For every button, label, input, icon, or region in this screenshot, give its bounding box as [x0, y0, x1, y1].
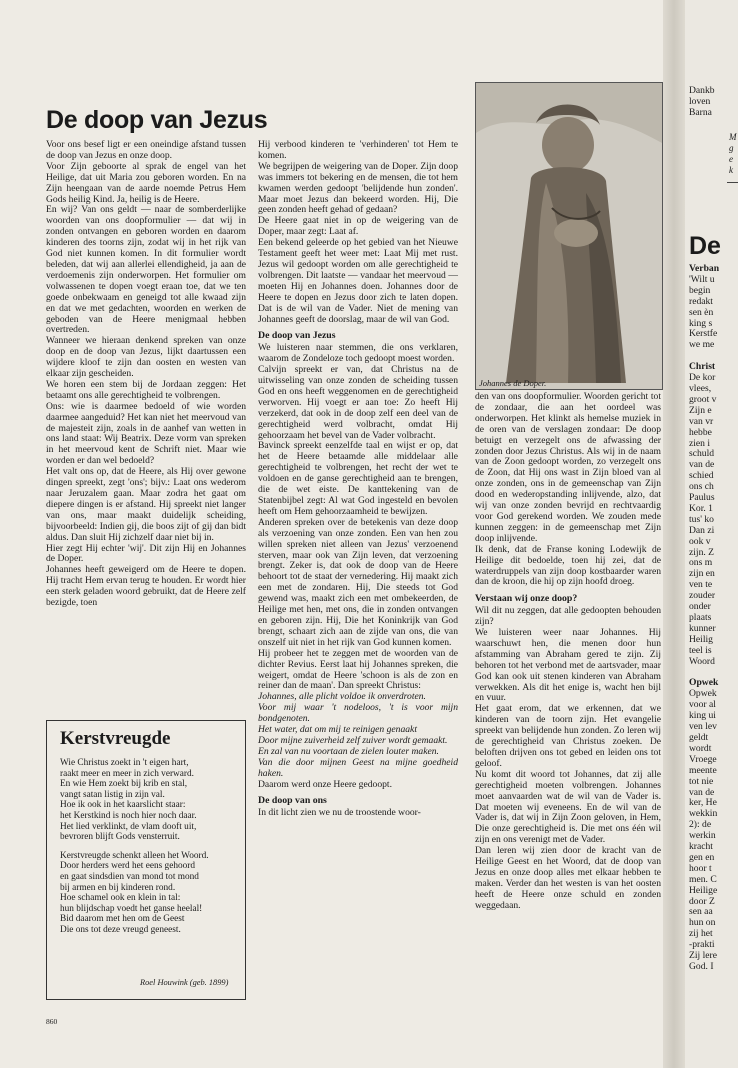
right-page-line: zijn en: [689, 568, 715, 580]
photo-caption: Johannes de Doper.: [479, 378, 547, 388]
right-page-line: hun on: [689, 917, 716, 929]
right-page-line: M: [729, 132, 737, 142]
right-page-line: kunner: [689, 622, 716, 634]
paragraph: Hij verbood kinderen te 'verhinderen' tot Hem te komen.: [258, 139, 458, 161]
poem-quote-line: Van die door mijnen Geest na mijne goedheid haken.: [258, 756, 458, 779]
page-number: 860: [46, 1017, 58, 1026]
poem-line: Hoe schamel ook en klein in tal:: [60, 893, 181, 904]
right-page-line: vlees,: [689, 382, 714, 394]
right-page-line: zouder: [689, 590, 716, 602]
right-page-line: wordt: [689, 742, 712, 754]
paragraph: We begrijpen de weigering van de Doper. Zijn doop was immers tot bekering en de mensen, die tot hem kwamen werden gedoopt 'belijdende hun zonden'. Maar moet Jezus dan bekeerd worden. Hij, Die geen zonden heeft gehad of gedaan?: [258, 160, 458, 216]
paragraph: Hier zegt Hij echter 'wij'. Dit zijn Hij en Johannes de Doper.: [46, 542, 246, 565]
paragraph: den van ons doopformulier. Woorden gericht tot de zondaar, die aan het oordeel was onderworpen. Het klinkt als hemelse muziek in de oren van de verslagen zondaar: De doop betuigt en verzegelt ons de afwassing der zonden door Jezus Christus. Als wij in de naam van de Zoon gedoopt worden, zo verzegelt ons de Zoon, dat Hij ons wast in Zijn bloed van al onze zonden, ons in de gemeenschap van Zijn dood en wederopstanding inlijvende, alzo, dat wij van onze zonden bevrijd en rechtvaardig voor God gerekend worden. We zouden mede kunnen zeggen: in de gemeenschap met Zijn doop inlijvende.: [475, 391, 661, 544]
paragraph: Een bekend geleerde op het gebied van het Nieuwe Testament geeft het weer met: Laat Mij met rust. Jezus wil gedoopt worden om alle gerechtigheid te volbrengen. Dit laatste — vandaar het meervoud — moeten Hij en Johannes doen. Johannes door de Heere te dopen en Jezus door zich te laten dopen. Dat is de wil van de Vader. Niet de mening van Johannes geeft de doorslag, maar de wil van God.: [258, 237, 458, 325]
poem-line: hun blijdschap voedt het ganse heelal!: [60, 903, 203, 914]
right-page-line: g: [729, 143, 734, 153]
right-page-line: Zijn e: [689, 404, 712, 416]
right-page-line: werkin: [689, 830, 716, 842]
right-page-line: plaats: [689, 612, 712, 623]
right-page-line: 2): de: [689, 819, 712, 831]
right-page-top-text: [689, 85, 715, 118]
page-gutter: [663, 0, 685, 1068]
right-page-line: Woord: [689, 655, 715, 667]
poem-quote-line: Het water, dat om mij te reinigen genaakt: [258, 724, 417, 736]
paragraph: Voor Zijn geboorte al sprak de engel van het Heilige, dat uit Maria zou geboren worden. En na Zijn heengaan van de aarde noemde Petrus Hem Gods heilig Kind. Ja, heilig is de Heere.: [46, 160, 246, 205]
paragraph: Daarom werd onze Heere gedoopt.: [258, 778, 392, 790]
poem-author: Roel Houwink (geb. 1899): [140, 978, 229, 987]
poem-quote-line: Voor mij waar 't nodeloos, 't is voor mijn bondgenoten.: [258, 702, 458, 725]
right-page-line: Verban: [689, 263, 720, 274]
right-page-line: 'Wilt u: [689, 273, 715, 285]
paragraph: Ik denk, dat de Franse koning Lodewijk de Heilige dit bedoelde, toen hij zei, dat de waterdruppels van zijn doop kostbaarder waren dan de kroon, die hij op zijn hoofd droeg.: [475, 543, 661, 588]
poem-line: Bid daarom met hen om de Geest: [60, 914, 185, 925]
paragraph: Nu komt dit woord tot Johannes, dat zij alle gerechtigheid moeten volbrengen. Johannes moet aanvaarden wat de wil van de Vader is. Dat moeten wij eveneens. En de wil van de Vader is, dat wij in Zijn Zoon geloven, in Hem, Die onze gerechtigheid is. Die met ons één wil zijn en ons verenigt met de Vader.: [475, 768, 661, 846]
right-page-line: gen en: [689, 851, 715, 863]
paragraph: Hij probeer het te zeggen met de woorden van de dichter Revius. Eerst laat hij Johannes spreken, die weigert, omdat de Heere 'schoon is als de zon en reiner dan de maan'. Dan spreekt Christus:: [258, 647, 458, 692]
poem-body: [60, 758, 240, 944]
paragraph: Anderen spreken over de betekenis van deze doop als verzoening van onze zonden. Een van hen zou willen spreken niet alleen van Jezus' verzoenend sterven, maar ook van Zijn leven, dat verzoening brengt. Zeker is, dat ook de doop van de Heere behoort tot de staat der vernedering. Hij maakt zich een met de zondaren. Hij, Die steeds tot God gewend was, maakt zich een met ombekeerden, de Heilige met hen, met ons, die in zonden ontvangen en geboren zijn. Hij, Die het Koninkrijk van God brengt, schaart zich aan de zijde van ons, die van onszelf uit niet in het rijk van God kunnen komen.: [258, 516, 458, 648]
poem-quote-line: En zal van nu voortaan de zielen louter maken.: [258, 745, 439, 757]
right-page-line: sen aa: [689, 906, 713, 918]
right-page-line: schuld: [689, 448, 715, 460]
right-page-line: Vroege: [689, 753, 717, 765]
right-page-line: onder: [689, 601, 711, 613]
right-page-line: king ui: [689, 710, 716, 722]
right-page-line: van de: [689, 786, 715, 798]
right-page-line: teel is: [689, 644, 712, 656]
column-2: [258, 140, 458, 819]
paragraph: We luisteren weer naar Johannes. Hij waarschuwt hen, die menen door hun afstamming van Abraham gered te zijn. Zij behoren tot het verbond met de aartsvader, maar God kan ook uit stenen kinderen van Abraham verwekken. Als dit het enige is, wacht hen bijl en vuur.: [475, 627, 661, 704]
paragraph: Het valt ons op, dat de Heere, als Hij over gewone dingen spreekt, zegt 'ons'; bijv.: Laat ons wederom naar Jeruzalem gaan. Maar zodra het gaat om diepere dingen is er afstand. Hij spreekt niet langer van ons, maar maakt duidelijk scheiding, bijvoorbeeld: Indien gij, die boos zijt of gij dan bidt aldus. Dan sluit Hij zichzelf daar niet bij in.: [46, 466, 246, 543]
right-page-line: Heilig: [689, 633, 713, 645]
right-page-italic-text: [729, 132, 737, 176]
poem-line: bevroren blijft Gods vensterruit.: [60, 832, 180, 843]
article-title: De doop van Jezus: [46, 106, 268, 134]
paragraph: Calvijn spreekt er van, dat Christus na de uitwisseling van onze zonden de scheiding tussen God en ons heeft weggenomen en de gerechtigheid verworven. Hij voegt er aan toe: Zo heeft Hij verzekerd, dat ook in de doop zelf een deel van de gerechtigheid werd volbracht, omdat Hij gehoorzaam het bevel van de Vader volbracht.: [258, 364, 458, 441]
right-page-line: zij het: [689, 928, 713, 940]
right-page-column: [689, 264, 719, 973]
right-page-line: e: [729, 154, 733, 164]
right-page-line: ven te: [689, 579, 713, 591]
right-page-line: Paulus: [689, 492, 715, 504]
right-page-line: tot nie: [689, 775, 714, 787]
right-page-line: Kerstfe: [689, 328, 718, 340]
right-page-line: Heilige: [689, 884, 718, 896]
right-page-line: Dan zi: [689, 524, 715, 536]
paragraph: Het gaat erom, dat we erkennen, dat we kinderen van de toorn zijn. Het evangelie spreekt van belijdende hun zonden. Zo leren wij de gerechtigheid van Christus zoeken. De beloften drijven ons tot gebed en leiden ons tot geloof.: [475, 703, 661, 769]
paragraph: Ons: wie is daarmee bedoeld of wie worden daarmee aangeduid? Het kan niet het meervoud van de majesteit zijn, zoals in de aanhef van wetten in ons land staat: Wij Beatrix. Deze vorm van spreken in het meervoud kent de Schrift niet. Maar wie worden er dan wel bedoeld?: [46, 400, 246, 467]
right-page-line: Opwek: [689, 677, 719, 689]
right-page-line: hoor t: [689, 862, 712, 874]
right-page-line: ons ch: [689, 481, 714, 493]
right-page-line: groot v: [689, 393, 717, 405]
paragraph: De Heere gaat niet in op de weigering van de Doper, maar zegt: Laat af.: [258, 215, 458, 238]
right-page-line: begin: [689, 284, 711, 296]
paragraph: Dan leren wij zien door de kracht van de Heilige Geest en het Woord, dat de doop van Jezus en onze doop alles met elkaar hebben te maken. Verder dan het westen is van het oosten heeft de Heere onze schuld en zonden weggedaan.: [475, 845, 661, 911]
poem-line: En wie Hem zoekt bij krib en stal,: [60, 779, 188, 790]
right-page-line: Dankb: [689, 85, 715, 96]
poem-line: Wie Christus zoekt in 't eigen hart,: [60, 758, 189, 768]
right-page-line: we me: [689, 339, 715, 351]
right-page-line: tus' ko: [689, 513, 714, 525]
right-page-line: zien i: [689, 437, 711, 449]
right-page-line: wekkin: [689, 808, 718, 820]
paragraph: Voor ons besef ligt er een oneindige afstand tussen de doop van Jezus en onze doop.: [46, 139, 246, 161]
section-heading: De doop van ons: [258, 795, 327, 807]
right-page-line: Zij lere: [689, 950, 717, 962]
right-page-line: ook v: [689, 535, 711, 547]
paragraph: Wil dit nu zeggen, dat alle gedoopten behouden zijn?: [475, 605, 661, 628]
right-page-line: kracht: [689, 841, 713, 853]
right-page-heading: De: [689, 232, 721, 260]
paragraph: Johannes heeft geweigerd om de Heere te dopen. Hij tracht Hem ervan terug te houden. Er wordt hier een sterk geladen woord gebruikt, dat de Heere zelf bezigde, toen: [46, 564, 246, 609]
poem-line: Die ons tot deze vreugd geneest.: [60, 924, 181, 935]
right-page-line: zijn. Z: [689, 546, 715, 558]
poem-line: Door herders werd het eens gehoord: [60, 861, 196, 872]
right-page: [685, 0, 738, 1068]
paragraph: Bavinck spreekt eenzelfde taal en wijst er op, dat het de Heere betaamde alle middelaar alle gerechtigheid te volbrengen, het recht der wet te voldoen en de ganse gerechtigheid aan te brengen, die de wet eiste. De kanttekening van de Statenbijbel zegt: Al wat God ingesteld en bevolen heeft om Hem gehoorzaamheid te bewijzen.: [258, 440, 458, 517]
right-page-line: God. I: [689, 961, 714, 972]
paragraph: En wij? Van ons geldt — naar de somberderlijke woorden van ons doopformulier — dat wij in zonden ontvangen en geboren worden en daarom kinderen des toorns zijn, zodat wij in het rijk van God niet kunnen komen. In dit formulier wordt beleden, dat wij aan allerlei ellendigheid, ja aan de verdoemenis zijn onderworpen. Het formulier om volwassenen te dopen voegt eraan toe, dat we ten goede onbekwaam en geneigd tot alle kwaad zijn en dat we met gedachten, woorden en werken de geboden van de Heere menigmaal hebben overtreden.: [46, 204, 246, 336]
poem-line: vangt satan listig in zijn val.: [60, 789, 165, 800]
right-page-line: ven lev: [689, 721, 717, 733]
column-3: [475, 392, 661, 912]
poem-quote-line: Door mijne zuiverheid zelf zuiver wordt gemaakt.: [258, 734, 448, 746]
statue-photo: [475, 82, 663, 390]
poem-quote-line: Johannes, alle plicht voldoe ik onverdroten.: [258, 691, 426, 703]
paragraph: In dit licht zien we nu de troostende woor-: [258, 807, 421, 819]
poem-line: bij armen en bij kinderen rond.: [60, 882, 176, 893]
right-page-line: loven: [689, 96, 711, 107]
right-page-line: van vr: [689, 415, 714, 427]
right-page-line: Opwek: [689, 688, 717, 700]
right-page-line: door Z: [689, 895, 715, 907]
right-page-line: voor al: [689, 699, 716, 711]
right-page-line: ons m: [689, 557, 713, 569]
column-1: [46, 140, 246, 609]
right-page-line: Kor. 1: [689, 502, 713, 514]
right-page-line: ker, He: [689, 797, 717, 809]
poem-line: het Kerstkind is noch hier noch daar.: [60, 810, 197, 821]
right-page-line: meente: [689, 764, 717, 776]
poem-stanza: [60, 851, 240, 936]
right-page-line: hebbe: [689, 426, 712, 438]
section-heading: Verstaan wij onze doop?: [475, 593, 578, 605]
poem-stanza: [60, 758, 240, 843]
paragraph: We horen een stem bij de Jordaan zeggen: Het betaamt ons alle gerechtigheid te volbrengen.: [46, 378, 246, 401]
poem-line: en gaat sindsdien van mond tot mond: [60, 871, 199, 882]
paragraph: Wanneer we hieraan denkend spreken van onze doop en de doop van Jezus, lijkt daartussen een wijdere kloof te zijn dan oosten en westen van elkaar zijn gescheiden.: [46, 335, 246, 380]
right-page-line: king s: [689, 317, 713, 329]
section-heading: De doop van Jezus: [258, 330, 336, 342]
right-page-line: Christ: [689, 361, 716, 373]
poem-line: Hoe ik ook in het kaarslicht staar:: [60, 800, 186, 811]
right-page-line: -prakti: [689, 939, 715, 951]
paragraph: We luisteren naar stemmen, die ons verklaren, waarom de Zondeloze toch gedoopt moest worden.: [258, 342, 458, 365]
right-page-line: redakt: [689, 295, 713, 307]
right-page-rule: [727, 182, 738, 183]
poem-title: Kerstvreugde: [60, 728, 171, 749]
poem-line: Het lied verklinkt, de vlam dooft uit,: [60, 821, 197, 832]
poem-line: raakt meer en meer in zich verward.: [60, 768, 194, 779]
right-page-line: k: [729, 165, 733, 175]
right-page-line: men. C: [689, 873, 717, 885]
right-page-line: van de: [689, 459, 715, 471]
right-page-line: sen èn: [689, 306, 714, 318]
right-page-line: schied: [689, 470, 714, 482]
poem-line: Kerstvreugde schenkt alleen het Woord.: [60, 850, 209, 861]
right-page-line: De kor: [689, 372, 716, 384]
right-page-line: geldt: [689, 731, 709, 743]
right-page-line: Barna: [689, 107, 712, 118]
